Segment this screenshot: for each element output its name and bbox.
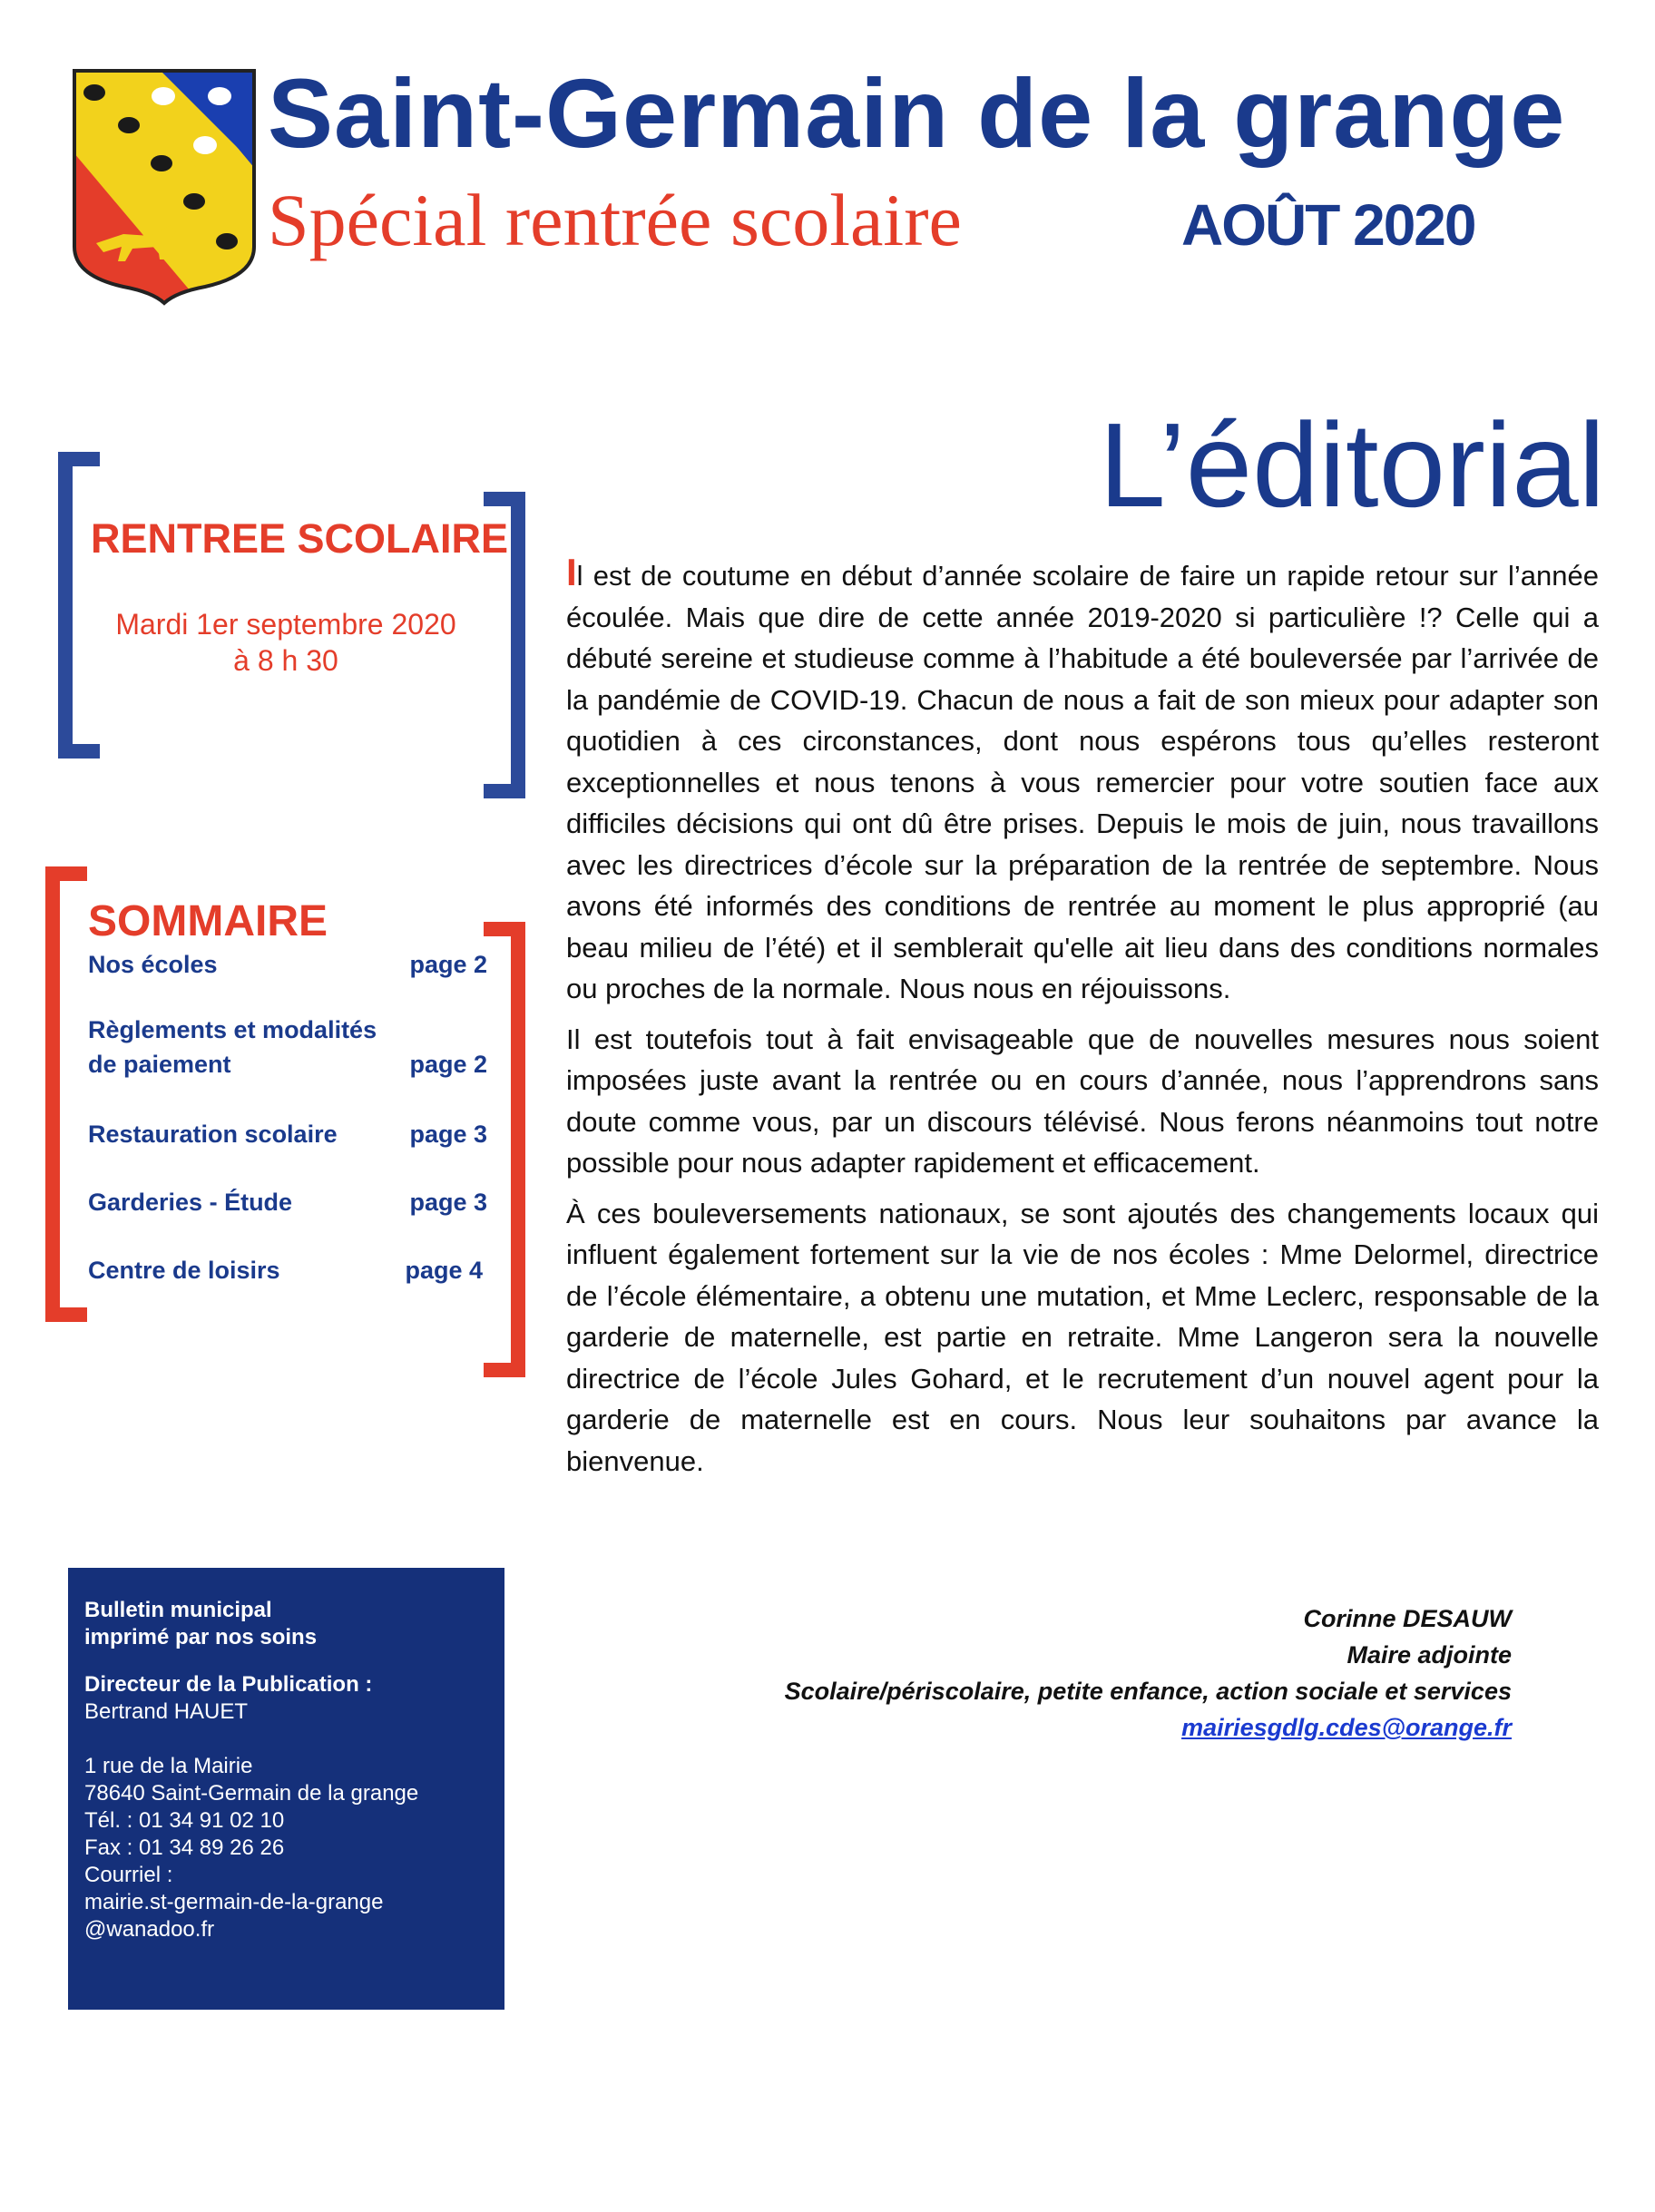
address-line: 78640 Saint-Germain de la grange — [84, 1781, 419, 1806]
sommaire-bracket-right — [484, 922, 525, 1377]
rentree-title: RENTREE SCOLAIRE — [91, 515, 509, 562]
toc-item-restauration[interactable] — [88, 1117, 487, 1151]
fax: Fax : 01 34 89 26 26 — [84, 1835, 285, 1860]
town-crest-logo — [69, 65, 260, 308]
editorial-title: L’éditorial — [1099, 398, 1605, 532]
editorial-paragraph: Il est toutefois tout à fait envisageable que de nouvelles mesures nous soient imposées juste avant la rentrée ou en cours d’année, nous l’apprendrons sans doute comme vous, par un discours télévisé. Nous ferons néanmoins tout notre possible pour nous adapter rapidement et efficacement. — [566, 1023, 1599, 1179]
toc-item-page: page 4 — [405, 1257, 483, 1284]
director-label: Directeur de la Publication : — [84, 1672, 373, 1697]
toc-item-page: page 3 — [409, 1121, 487, 1148]
town-title: Saint-Germain de la grange — [268, 58, 1566, 168]
special-issue-title: Spécial rentrée scolaire — [268, 179, 962, 261]
toc-item-label: Nos écoles — [88, 951, 218, 978]
signature-email-link[interactable]: mairiesgdlg.cdes@orange.fr — [1181, 1714, 1512, 1741]
sommaire-bracket-left — [45, 866, 87, 1322]
rentree-bracket-left — [58, 452, 100, 759]
toc-item-garderies[interactable] — [88, 1185, 487, 1219]
rentree-time-line: à 8 h 30 — [233, 644, 338, 677]
signature-block — [785, 1600, 1512, 1746]
rentree-date — [54, 606, 517, 679]
signature-name: Corinne DESAUW — [1303, 1605, 1512, 1632]
toc-item-page: page 2 — [409, 951, 487, 978]
editorial-paragraph: Il est de coutume en début d’année scolaire de faire un rapide retour sur l’année écoulée. Mais que dire de cette année 2019-2020 si particulière !? Celle qui a débuté sereine et studieuse comme à l’habitude a été bouleversée par l’arrivée de la pandémie de COVID-19. Chacun de nous a fait de son mieux pour adapter son quotidien à ces circonstances, dont nous espérons tous qu’elles resteront exceptionnelles et nous tenons à vous remercier pour votre soutien face aux difficiles décisions qui ont dû être prises. Depuis le mois de juin, nous travaillons avec les directrices d’école sur la préparation de la rentrée de septembre. Nous avons été informés des conditions de rentrée au moment le plus approprié (au beau milieu de l’été) et il semblerait qu'elle ait lieu dans des conditions normales ou proches de la normale. Nous nous en réjouissons. — [566, 551, 1599, 1004]
signature-portfolio: Scolaire/périscolaire, petite enfance, action sociale et services — [784, 1678, 1512, 1705]
toc-item-label: Restauration scolaire — [88, 1121, 338, 1148]
publication-info-box — [68, 1568, 504, 2010]
rentree-date-line: Mardi 1er septembre 2020 — [115, 608, 456, 641]
toc-item-page: page 2 — [409, 1051, 487, 1078]
phone: Tél. : 01 34 91 02 10 — [84, 1808, 285, 1833]
editorial-paragraph: À ces bouleversements nationaux, se sont ajoutés des changements locaux qui influent également fortement sur la vie de nos écoles : Mme Delormel, directrice de l’école élémentaire, a obtenu une mutation, et Mme Leclerc, responsable de la garderie de maternelle, est partie en retraite. Mme Langeron sera la nouvelle directrice de l’école Jules Gohard, et le recrutement d’un nouvel agent pour la garderie de maternelle est en cours. Nous leur souhaitons par avance la bienvenue. — [566, 1197, 1599, 1477]
email-line: @wanadoo.fr — [84, 1917, 215, 1942]
bulletin-line: Bulletin municipal — [84, 1598, 272, 1622]
director-name: Bertrand HAUET — [84, 1699, 249, 1724]
signature-role: Maire adjointe — [1347, 1641, 1512, 1669]
toc-item-label: Centre de loisirs — [88, 1257, 280, 1284]
toc-item-reglements[interactable] — [88, 1013, 487, 1082]
issue-date: AOÛT 2020 — [1181, 192, 1475, 258]
bulletin-line: imprimé par nos soins — [84, 1625, 318, 1649]
toc-item-nos-ecoles[interactable] — [88, 947, 487, 982]
toc-item-page: page 3 — [409, 1189, 487, 1216]
sommaire-title: SOMMAIRE — [88, 897, 328, 945]
drop-cap: I — [566, 551, 577, 593]
email-line: mairie.st-germain-de-la-grange — [84, 1890, 384, 1914]
toc-item-centre-loisirs[interactable] — [88, 1253, 483, 1287]
toc-item-label: Règlements et modalités de paiement — [88, 1016, 377, 1078]
address-line: 1 rue de la Mairie — [84, 1754, 253, 1778]
editorial-body — [566, 551, 1599, 1491]
email-label: Courriel : — [84, 1863, 173, 1887]
toc-item-label: Garderies - Étude — [88, 1189, 293, 1216]
